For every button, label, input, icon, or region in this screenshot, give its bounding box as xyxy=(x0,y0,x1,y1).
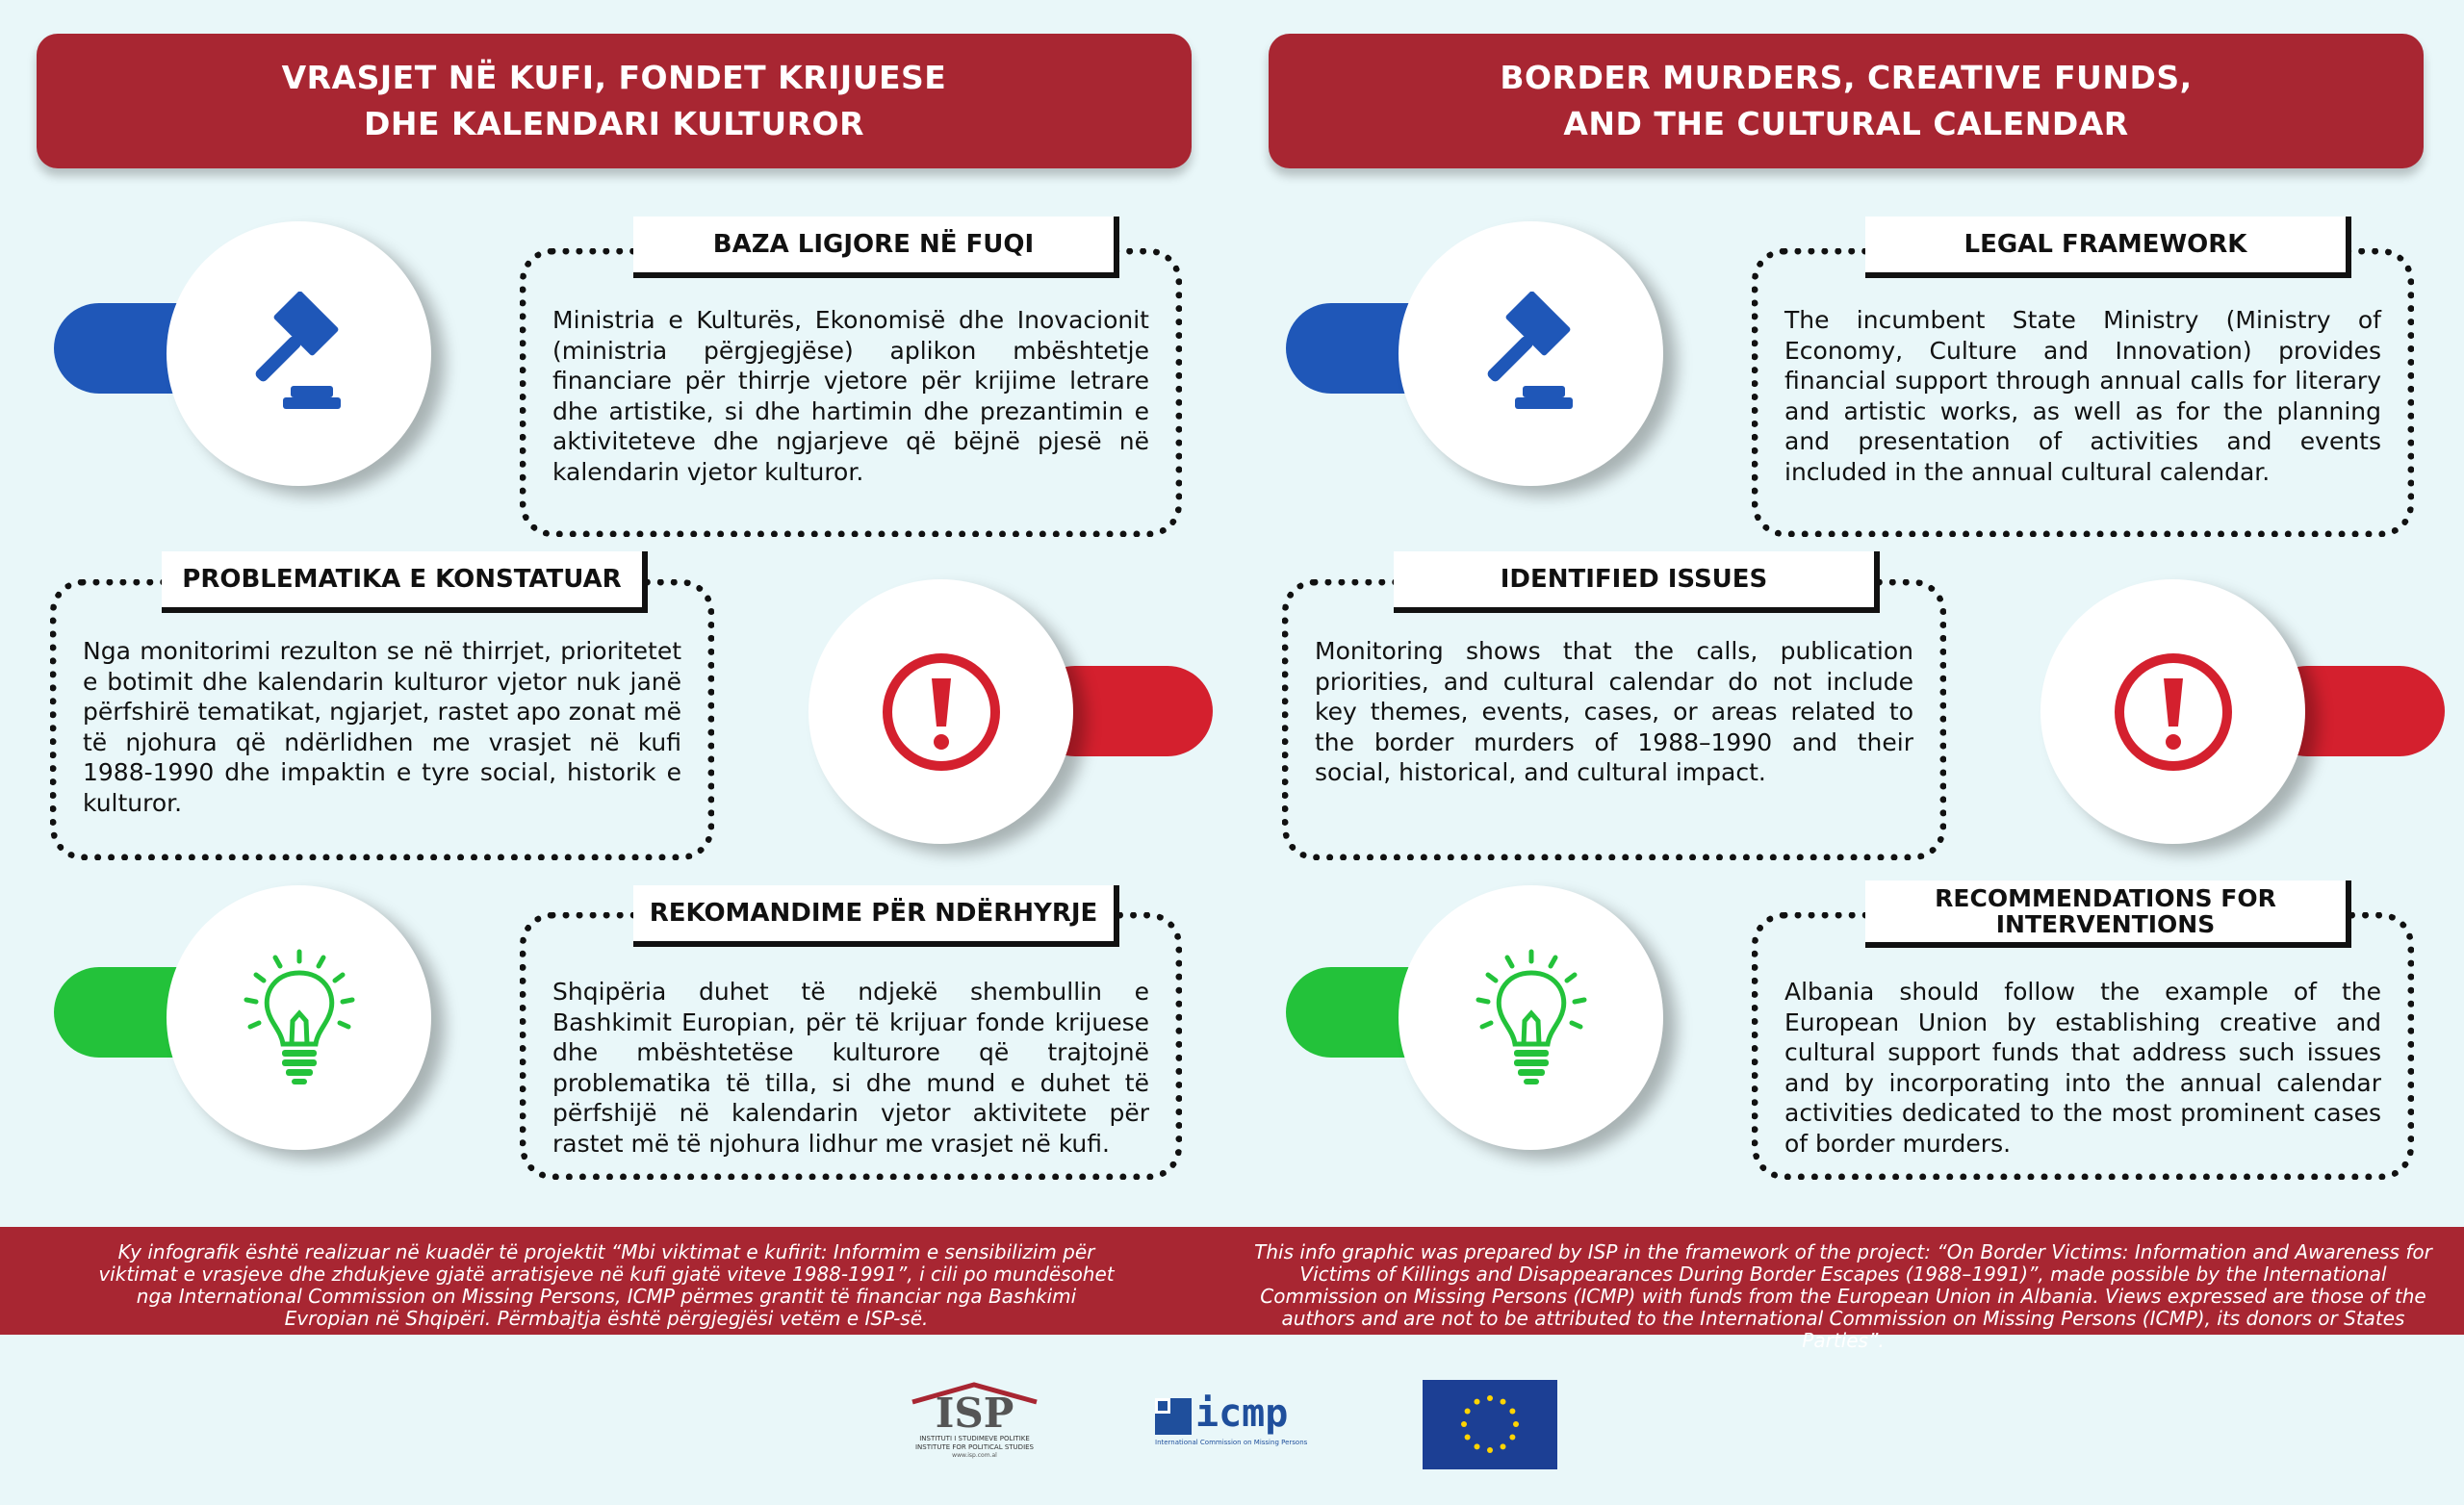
isp-logo: ISP INSTITUTI I STUDIMEVE POLITIKE INSTITUTE FOR POLITICAL STUDIES www.isp.com.al xyxy=(905,1381,1044,1463)
identified-issues-text-albanian: Nga monitorimi rezulton se në thirrjet, prioritetet e botimit dhe kalendarin kulturor vjetor nuk janë përfshirë tematikat, ngjarjet, rastet apo zonat më të njohura që ndërlidhen me vrasjet në kufi 1988-1990 dhe impaktin e tyre social, historik e kulturor. xyxy=(83,637,681,817)
gavel-circle xyxy=(167,221,431,486)
legal-framework-box-english xyxy=(1752,248,2414,537)
english-column xyxy=(1269,0,2452,1232)
recommendations-heading-english: RECOMMENDATIONS FOR INTERVENTIONS xyxy=(1865,880,2351,948)
recommendations-text-albanian: Shqipëria duhet të ndjekë shembullin e Bashkimit Europian, për të krijuar fonde krijuese dhe mbështetëse kulturore që trajtojnë problematika të tilla, si dhe mund e duhet të përfshijë në kalendarin vjetor aktivitete për rastet më të njohura lidhur me vrasjet në kufi. xyxy=(552,978,1149,1158)
lightbulb-circle xyxy=(1399,885,1663,1150)
identified-issues-heading-albanian: PROBLEMATIKA E KONSTATUAR xyxy=(162,551,648,613)
lightbulb-icon xyxy=(237,946,362,1090)
exclamation-circle xyxy=(2040,579,2305,844)
exclamation-icon xyxy=(879,650,1004,775)
eu-flag-logo xyxy=(1423,1380,1557,1469)
legal-framework-text-english: The incumbent State Ministry (Ministry of Economy, Culture and Innovation) provides financial support through annual calls for literary and artistic works, as well as for the planning and presentation of activities and events included in the annual cultural calendar. xyxy=(1784,306,2381,486)
eu-stars-icon xyxy=(1423,1380,1557,1469)
gavel-icon xyxy=(237,292,362,417)
identified-issues-box-english xyxy=(1282,579,1946,860)
recommendations-heading-albanian: REKOMANDIME PËR NDËRHYRJE xyxy=(633,885,1119,947)
lightbulb-icon xyxy=(1469,946,1594,1090)
footer-disclaimer-albanian: Ky infografik është realizuar në kuadër të projektit “Mbi viktimat e kufirit: Informim e sensibilizim për viktimat e vrasjeve dhe zhdukjeve gjatë arratisjeve në kufi gjatë viteve 1988-1991”, i cili po mundësohet nga International Commission on Missing Persons, ICMP përmes grantit të financiar nga Bashkimi Evropian në Shqipëri. Përmbajtja është përgjegjësi vetëm e ISP-së. xyxy=(98,1240,1115,1330)
exclamation-icon xyxy=(2111,650,2236,775)
exclamation-circle xyxy=(808,579,1073,844)
identified-issues-heading-english: IDENTIFIED ISSUES xyxy=(1394,551,1880,613)
icmp-logo: icmp International Commission on Missing Persons xyxy=(1155,1391,1308,1446)
identified-issues-text-english: Monitoring shows that the calls, publication priorities, and cultural calendar do not include key themes, events, cases, or areas related to the border murders of 1988–1990 and their social, historical, and cultural impact. xyxy=(1315,637,1913,786)
lightbulb-circle xyxy=(167,885,431,1150)
recommendations-box-english xyxy=(1752,912,2414,1180)
page-title-albanian: VRASJET NË KUFI, FONDET KRIJUESE DHE KALENDARI KULTUROR xyxy=(37,34,1192,168)
legal-framework-text-albanian: Ministria e Kulturës, Ekonomisë dhe Inovacionit (ministria përgjegjëse) aplikon mbështetje financiare për thirrje vjetore për krijime letrare dhe artistike, si dhe hartimin dhe prezantimin e aktiviteteve dhe ngjarjeve që bëjnë pjesë në kalendarin vjetor kulturor. xyxy=(552,306,1149,486)
footer-disclaimer-english: This info graphic was prepared by ISP in the framework of the project: “On Border Victims: Information and Awareness for Victims of Killings and Disappearances During Border Escapes (1988–1991)”, made possible by the International Commission on Missing Persons (ICMP) with funds from the European Union in Albania. Views expressed are those of the authors and are not to be attributed to the International Commission on Missing Persons (ICMP), its donors or States Parties”. xyxy=(1254,1240,2432,1352)
legal-framework-heading-english: LEGAL FRAMEWORK xyxy=(1865,217,2351,278)
icmp-mark-icon xyxy=(1155,1398,1194,1435)
page-title-english: BORDER MURDERS, CREATIVE FUNDS, AND THE CULTURAL CALENDAR xyxy=(1269,34,2424,168)
gavel-icon xyxy=(1469,292,1594,417)
recommendations-box-albanian xyxy=(520,912,1182,1180)
albanian-column xyxy=(37,0,1220,1232)
gavel-circle xyxy=(1399,221,1663,486)
legal-framework-heading-albanian: BAZA LIGJORE NË FUQI xyxy=(633,217,1119,278)
legal-framework-box-albanian xyxy=(520,248,1182,537)
identified-issues-box-albanian xyxy=(50,579,714,860)
recommendations-text-english: Albania should follow the example of the European Union by establishing creative and cultural support funds that address such issues and by incorporating into the annual calendar activities dedicated to the most prominent cases of border murders. xyxy=(1784,978,2381,1158)
